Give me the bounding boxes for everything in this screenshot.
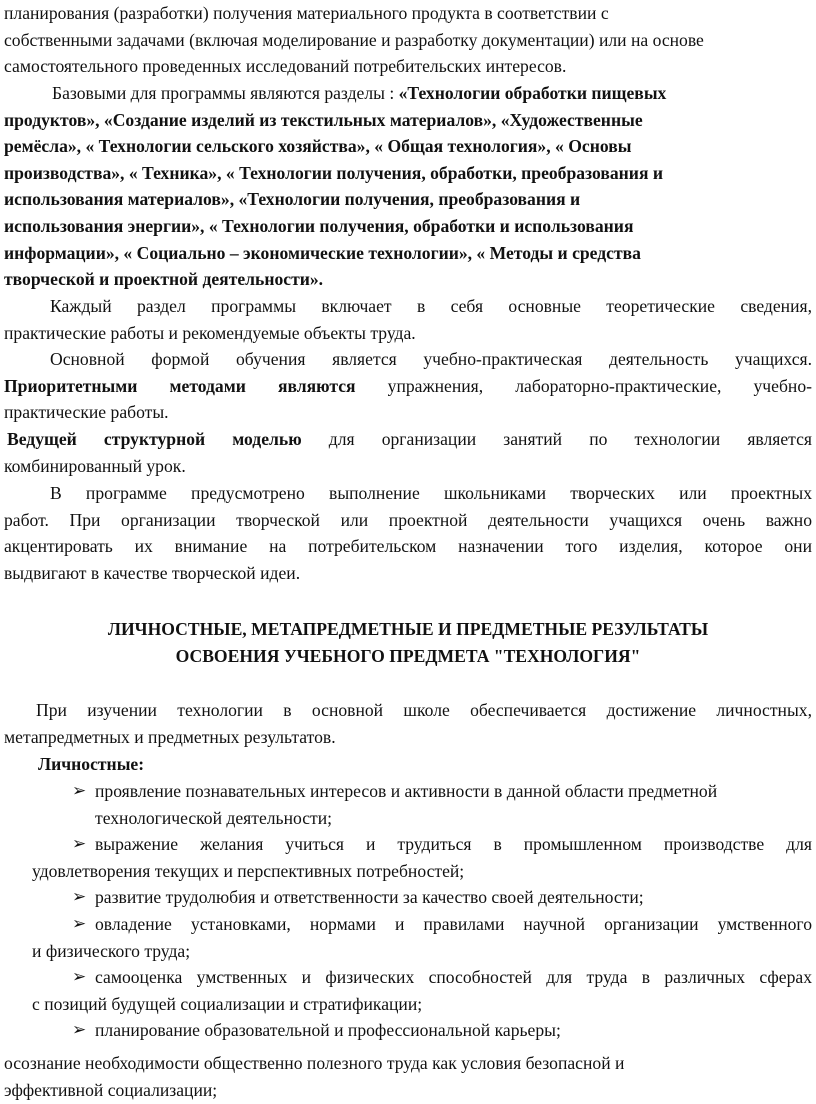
- text-line: практические работы.: [4, 402, 169, 423]
- heading-line-1: ЛИЧНОСТНЫЕ, МЕТАПРЕДМЕТНЫЕ И ПРЕДМЕТНЫЕ РЕЗУЛЬТАТЫ: [107, 619, 709, 639]
- text-line: комбинированный урок.: [4, 455, 186, 476]
- text-line: эффективной социализации;: [4, 1079, 218, 1100]
- text-line: практические работы и рекомендуемые объекты труда.: [4, 322, 416, 343]
- sections-bold: информации», « Социально – экономические технологии», « Методы и средства: [4, 242, 641, 263]
- text-line: [4, 240, 812, 267]
- paragraph-program-sections: [4, 293, 812, 346]
- text-line: самостоятельного проведенных исследований потребительских интересов.: [4, 56, 567, 77]
- text-line: [4, 186, 812, 213]
- personal-results-label: [38, 751, 144, 778]
- text-line: планирования (разработки) получения материального продукта в соответствии с: [4, 3, 609, 23]
- sections-bold: творческой и проектной деятельности».: [4, 269, 324, 290]
- paragraph-main-form: [4, 346, 812, 426]
- list-item-line: с позиций будущей социализации и стратификации;: [32, 993, 423, 1014]
- list-item-line: [4, 911, 812, 938]
- text-line: собственными задачами (включая моделирование и разработку документации) или на основе: [4, 29, 704, 50]
- sections-bold-start: «Технологии обработки пищевых: [398, 83, 667, 103]
- sections-bold: ремёсла», « Технологии сельского хозяйства», « Общая технология», « Основы: [4, 136, 632, 157]
- arrow-bullet-icon: ➢: [72, 834, 87, 854]
- text-line: [4, 266, 812, 293]
- text-line: акцентировать их внимание на потребительском назначении того изделия, которое они: [4, 536, 812, 557]
- text-line: Основной формой обучения является учебно-практическая деятельность учащихся.: [50, 349, 812, 369]
- text-line: метапредметных и предметных результатов.: [4, 726, 336, 747]
- arrow-bullet-icon: ➢: [72, 1020, 87, 1040]
- paragraph-intro-continuation: [4, 0, 812, 80]
- paragraph-structural-model: [4, 426, 812, 479]
- sections-bold: использования энергии», « Технологии получения, обработки и использования: [4, 215, 634, 236]
- list-item-text: овладение установками, нормами и правилами научной организации умственного: [95, 913, 812, 934]
- section-heading: [4, 616, 812, 669]
- paragraph-creative-projects: [4, 480, 812, 586]
- sections-bold: производства», « Техника», « Технологии получения, обработки, преобразования и: [4, 162, 663, 183]
- list-item: [4, 911, 812, 964]
- list-item-line: [4, 831, 812, 858]
- text-line: [4, 373, 812, 400]
- list-item-line: [4, 1017, 812, 1044]
- personal-label-text: Личностные:: [38, 754, 145, 774]
- text-line: выдвигают в качестве творческой идеи.: [4, 562, 301, 583]
- leading-model-text: для организации занятий по технологии является: [301, 429, 812, 449]
- list-item-text: выражение желания учиться и трудиться в промышленном производстве для: [95, 834, 812, 855]
- list-item: [4, 964, 812, 1017]
- text-line: работ. При организации творческой или проектной деятельности учащихся очень важно: [4, 509, 812, 530]
- list-item: [4, 778, 812, 831]
- list-item-line: [4, 964, 812, 991]
- text-line: осознание необходимости общественно полезного труда как условия безопасной и: [4, 1053, 625, 1073]
- sections-intro: Базовыми для программы являются разделы :: [52, 83, 399, 103]
- list-item-line: [4, 884, 812, 911]
- paragraph-sections: [4, 80, 812, 293]
- text-line: [4, 160, 812, 187]
- text-line: При изучении технологии в основной школе обеспечивается достижение личностных,: [36, 700, 812, 720]
- list-item: [4, 884, 812, 911]
- text-line: [4, 426, 812, 453]
- list-item: [4, 1017, 812, 1044]
- priority-methods-bold: Приоритетными методами являются: [4, 375, 356, 396]
- text-line: [4, 107, 812, 134]
- paragraph-tail: [4, 1050, 812, 1103]
- list-item-line: технологической деятельности;: [95, 807, 333, 828]
- text-line: [4, 133, 812, 160]
- text-line: В программе предусмотрено выполнение школьниками творческих или проектных: [50, 483, 812, 503]
- text-line: [4, 213, 812, 240]
- list-item-text: развитие трудолюбия и ответственности за качество своей деятельности;: [95, 887, 644, 908]
- list-item-text: самооценка умственных и физических способностей для труда в различных сферах: [95, 967, 812, 988]
- list-item: [4, 831, 812, 884]
- text-line: Каждый раздел программы включает в себя основные теоретические сведения,: [50, 296, 812, 316]
- text-line: [4, 80, 812, 107]
- leading-model-bold: Ведущей структурной моделью: [7, 429, 302, 449]
- sections-bold: продуктов», «Создание изделий из текстильных материалов», «Художественные: [4, 109, 643, 130]
- priority-methods-text: упражнения, лабораторно-практические, учебно-: [355, 375, 812, 396]
- list-item-text: проявление познавательных интересов и активности в данной области предметной: [95, 781, 718, 801]
- arrow-bullet-icon: ➢: [72, 781, 87, 800]
- arrow-bullet-icon: ➢: [72, 887, 87, 907]
- heading-line-2: ОСВОЕНИЯ УЧЕБНОГО ПРЕДМЕТА "ТЕХНОЛОГИЯ": [175, 645, 641, 666]
- personal-results-list: [4, 778, 812, 1044]
- list-item-text: планирование образовательной и профессиональной карьеры;: [95, 1020, 561, 1041]
- list-item-line: и физического труда;: [32, 940, 191, 961]
- list-item-line: удовлетворения текущих и перспективных потребностей;: [32, 860, 465, 881]
- sections-bold: использования материалов», «Технологии получения, преобразования и: [4, 189, 581, 210]
- list-item-line: [4, 778, 812, 805]
- arrow-bullet-icon: ➢: [72, 967, 87, 987]
- arrow-bullet-icon: ➢: [72, 913, 87, 933]
- paragraph-results-intro: [4, 697, 812, 750]
